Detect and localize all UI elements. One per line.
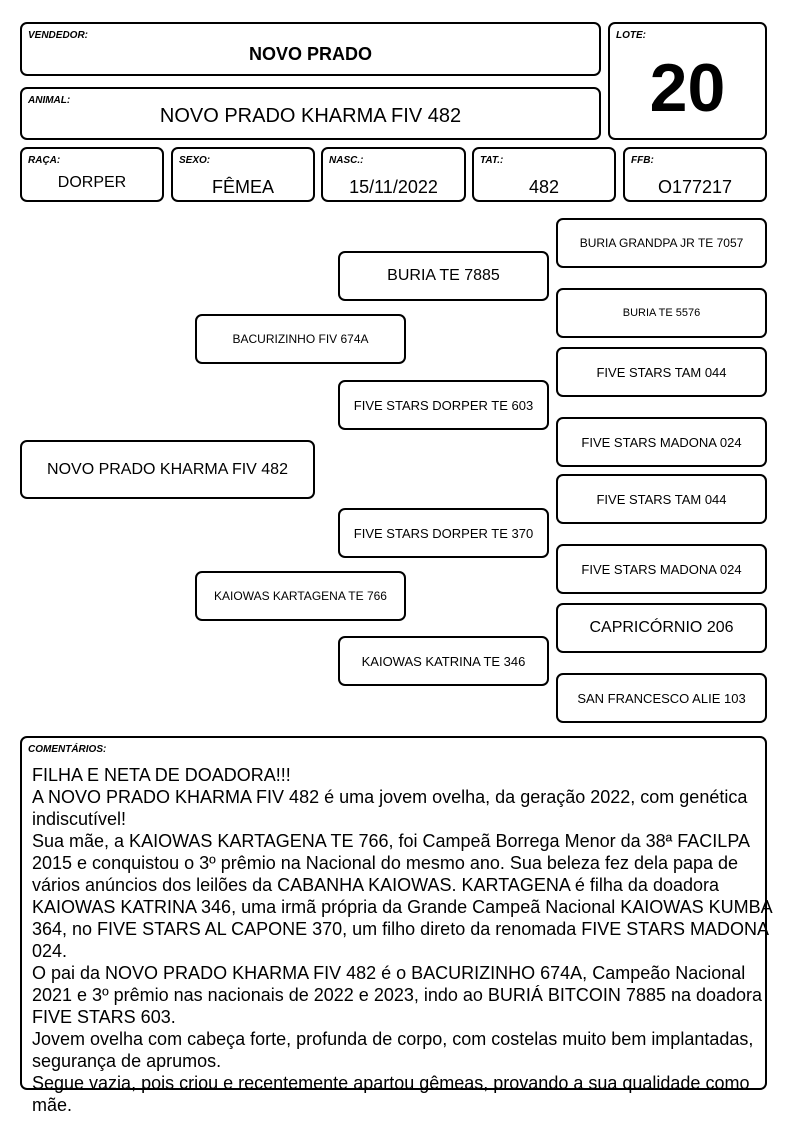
sex-value: FÊMEA xyxy=(211,177,274,197)
comments-label: COMENTÁRIOS: xyxy=(28,744,107,755)
tattoo-value: 482 xyxy=(528,177,560,197)
animal-box xyxy=(20,87,601,140)
comments-text: FILHA E NETA DE DOADORA!!! A NOVO PRADO KHARMA FIV 482 é uma jovem ovelha, da geração 2022, com genética indiscutível! Sua mãe, a KAIOWAS KARTAGENA TE 766, foi Campeã Borrega Menor da 38ª FACILPA 2015 e conquistou o 3º prêmio na Nacional do mesmo ano. Sua beleza fez dela papa de vários anúncios dos leilões da CABANHA KAIOWAS. KARTAGENA é filha da doadora KAIOWAS KATRINA 346, uma irmã própria da Grande Campeã Nacional KAIOWAS KUMBA 364, no FIVE STARS AL CAPONE 370, um filho direto da renomada FIVE STARS MADONA 024. O pai da NOVO PRADO KHARMA FIV 482 é o BACURIZINHO 674A, Campeão Nacional 2021 e 3º prêmio nas nacionais de 2022 e 2023, indo ao BURIÁ BITCOIN 7885 na doadora FIVE STARS 603. Jovem ovelha com cabeça forte, profunda de corpo, com costelas muito bem implantadas, segurança de aprumos. Segue vazia, pois criou e recentemente apartou gêmeas, provando a sua qualidade como mãe. xyxy=(32,765,772,1115)
pedigree-ggp-7: CAPRICÓRNIO 206 xyxy=(556,603,767,653)
breed-box xyxy=(20,147,164,202)
animal-label: ANIMAL: xyxy=(28,95,71,106)
pedigree-dam-dam: KAIOWAS KATRINA TE 346 xyxy=(338,636,549,686)
breed-label: RAÇA: xyxy=(28,155,61,166)
tattoo-label: TAT.: xyxy=(480,155,504,166)
pedigree-ggp-4: FIVE STARS MADONA 024 xyxy=(556,417,767,467)
lot-box xyxy=(608,22,767,140)
seller-value: NOVO PRADO xyxy=(248,44,372,64)
pedigree-ggp-8: SAN FRANCESCO ALIE 103 xyxy=(556,673,767,723)
sex-label: SEXO: xyxy=(179,155,211,166)
pedigree-ggp-5: FIVE STARS TAM 044 xyxy=(556,474,767,524)
pedigree-sire: BACURIZINHO FIV 674A xyxy=(195,314,406,364)
birth-label: NASC.: xyxy=(329,155,364,166)
comments-box xyxy=(20,736,772,1115)
ffb-label: FFB: xyxy=(631,155,654,166)
pedigree-sire-sire: BURIA TE 7885 xyxy=(338,251,549,301)
pedigree-sire-dam: FIVE STARS DORPER TE 603 xyxy=(338,380,549,430)
pedigree-ggp-3: FIVE STARS TAM 044 xyxy=(556,347,767,397)
pedigree-ggp-2: BURIA TE 5576 xyxy=(556,288,767,338)
birth-box xyxy=(321,147,466,202)
pedigree-ggp-6: FIVE STARS MADONA 024 xyxy=(556,544,767,594)
pedigree-dam: KAIOWAS KARTAGENA TE 766 xyxy=(195,571,406,621)
lot-label: LOTE: xyxy=(616,30,646,41)
animal-value: NOVO PRADO KHARMA FIV 482 xyxy=(159,105,462,127)
breed-value: DORPER xyxy=(57,174,127,191)
ffb-value: O177217 xyxy=(657,177,733,197)
lot-number: 20 xyxy=(649,50,726,126)
sex-box xyxy=(171,147,315,202)
seller-label: VENDEDOR: xyxy=(28,30,89,41)
pedigree-dam-sire: FIVE STARS DORPER TE 370 xyxy=(338,508,549,558)
seller-box xyxy=(20,22,601,76)
pedigree-ggp-1: BURIA GRANDPA JR TE 7057 xyxy=(556,218,767,268)
ffb-box xyxy=(623,147,767,202)
pedigree-animal: NOVO PRADO KHARMA FIV 482 xyxy=(20,440,315,499)
tattoo-box xyxy=(472,147,616,202)
birth-value: 15/11/2022 xyxy=(349,177,438,197)
